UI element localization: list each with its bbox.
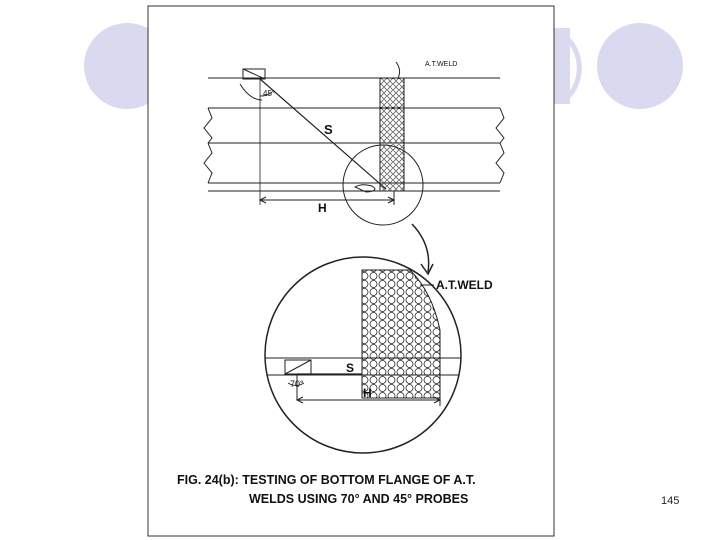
detail-distance-label: H bbox=[363, 386, 372, 400]
detail-angle-label: 70° bbox=[290, 379, 304, 389]
detail-weld-label: A.T.WELD bbox=[436, 278, 493, 292]
figure-frame bbox=[148, 6, 554, 536]
top-angle-label: 45° bbox=[263, 89, 276, 98]
figure-caption-line1: FIG. 24(b): TESTING OF BOTTOM FLANGE OF A.T. bbox=[177, 473, 476, 487]
top-path-label: S bbox=[324, 122, 333, 137]
page-number: 145 bbox=[661, 495, 680, 507]
detail-path-label: S bbox=[346, 361, 355, 375]
theme-circle-right bbox=[597, 23, 683, 109]
top-weld-column bbox=[380, 78, 404, 191]
top-weld-label: A.T.WELD bbox=[425, 61, 458, 68]
top-distance-label: H bbox=[318, 201, 327, 215]
figure-caption-line2: WELDS USING 70° AND 45° PROBES bbox=[249, 492, 469, 506]
